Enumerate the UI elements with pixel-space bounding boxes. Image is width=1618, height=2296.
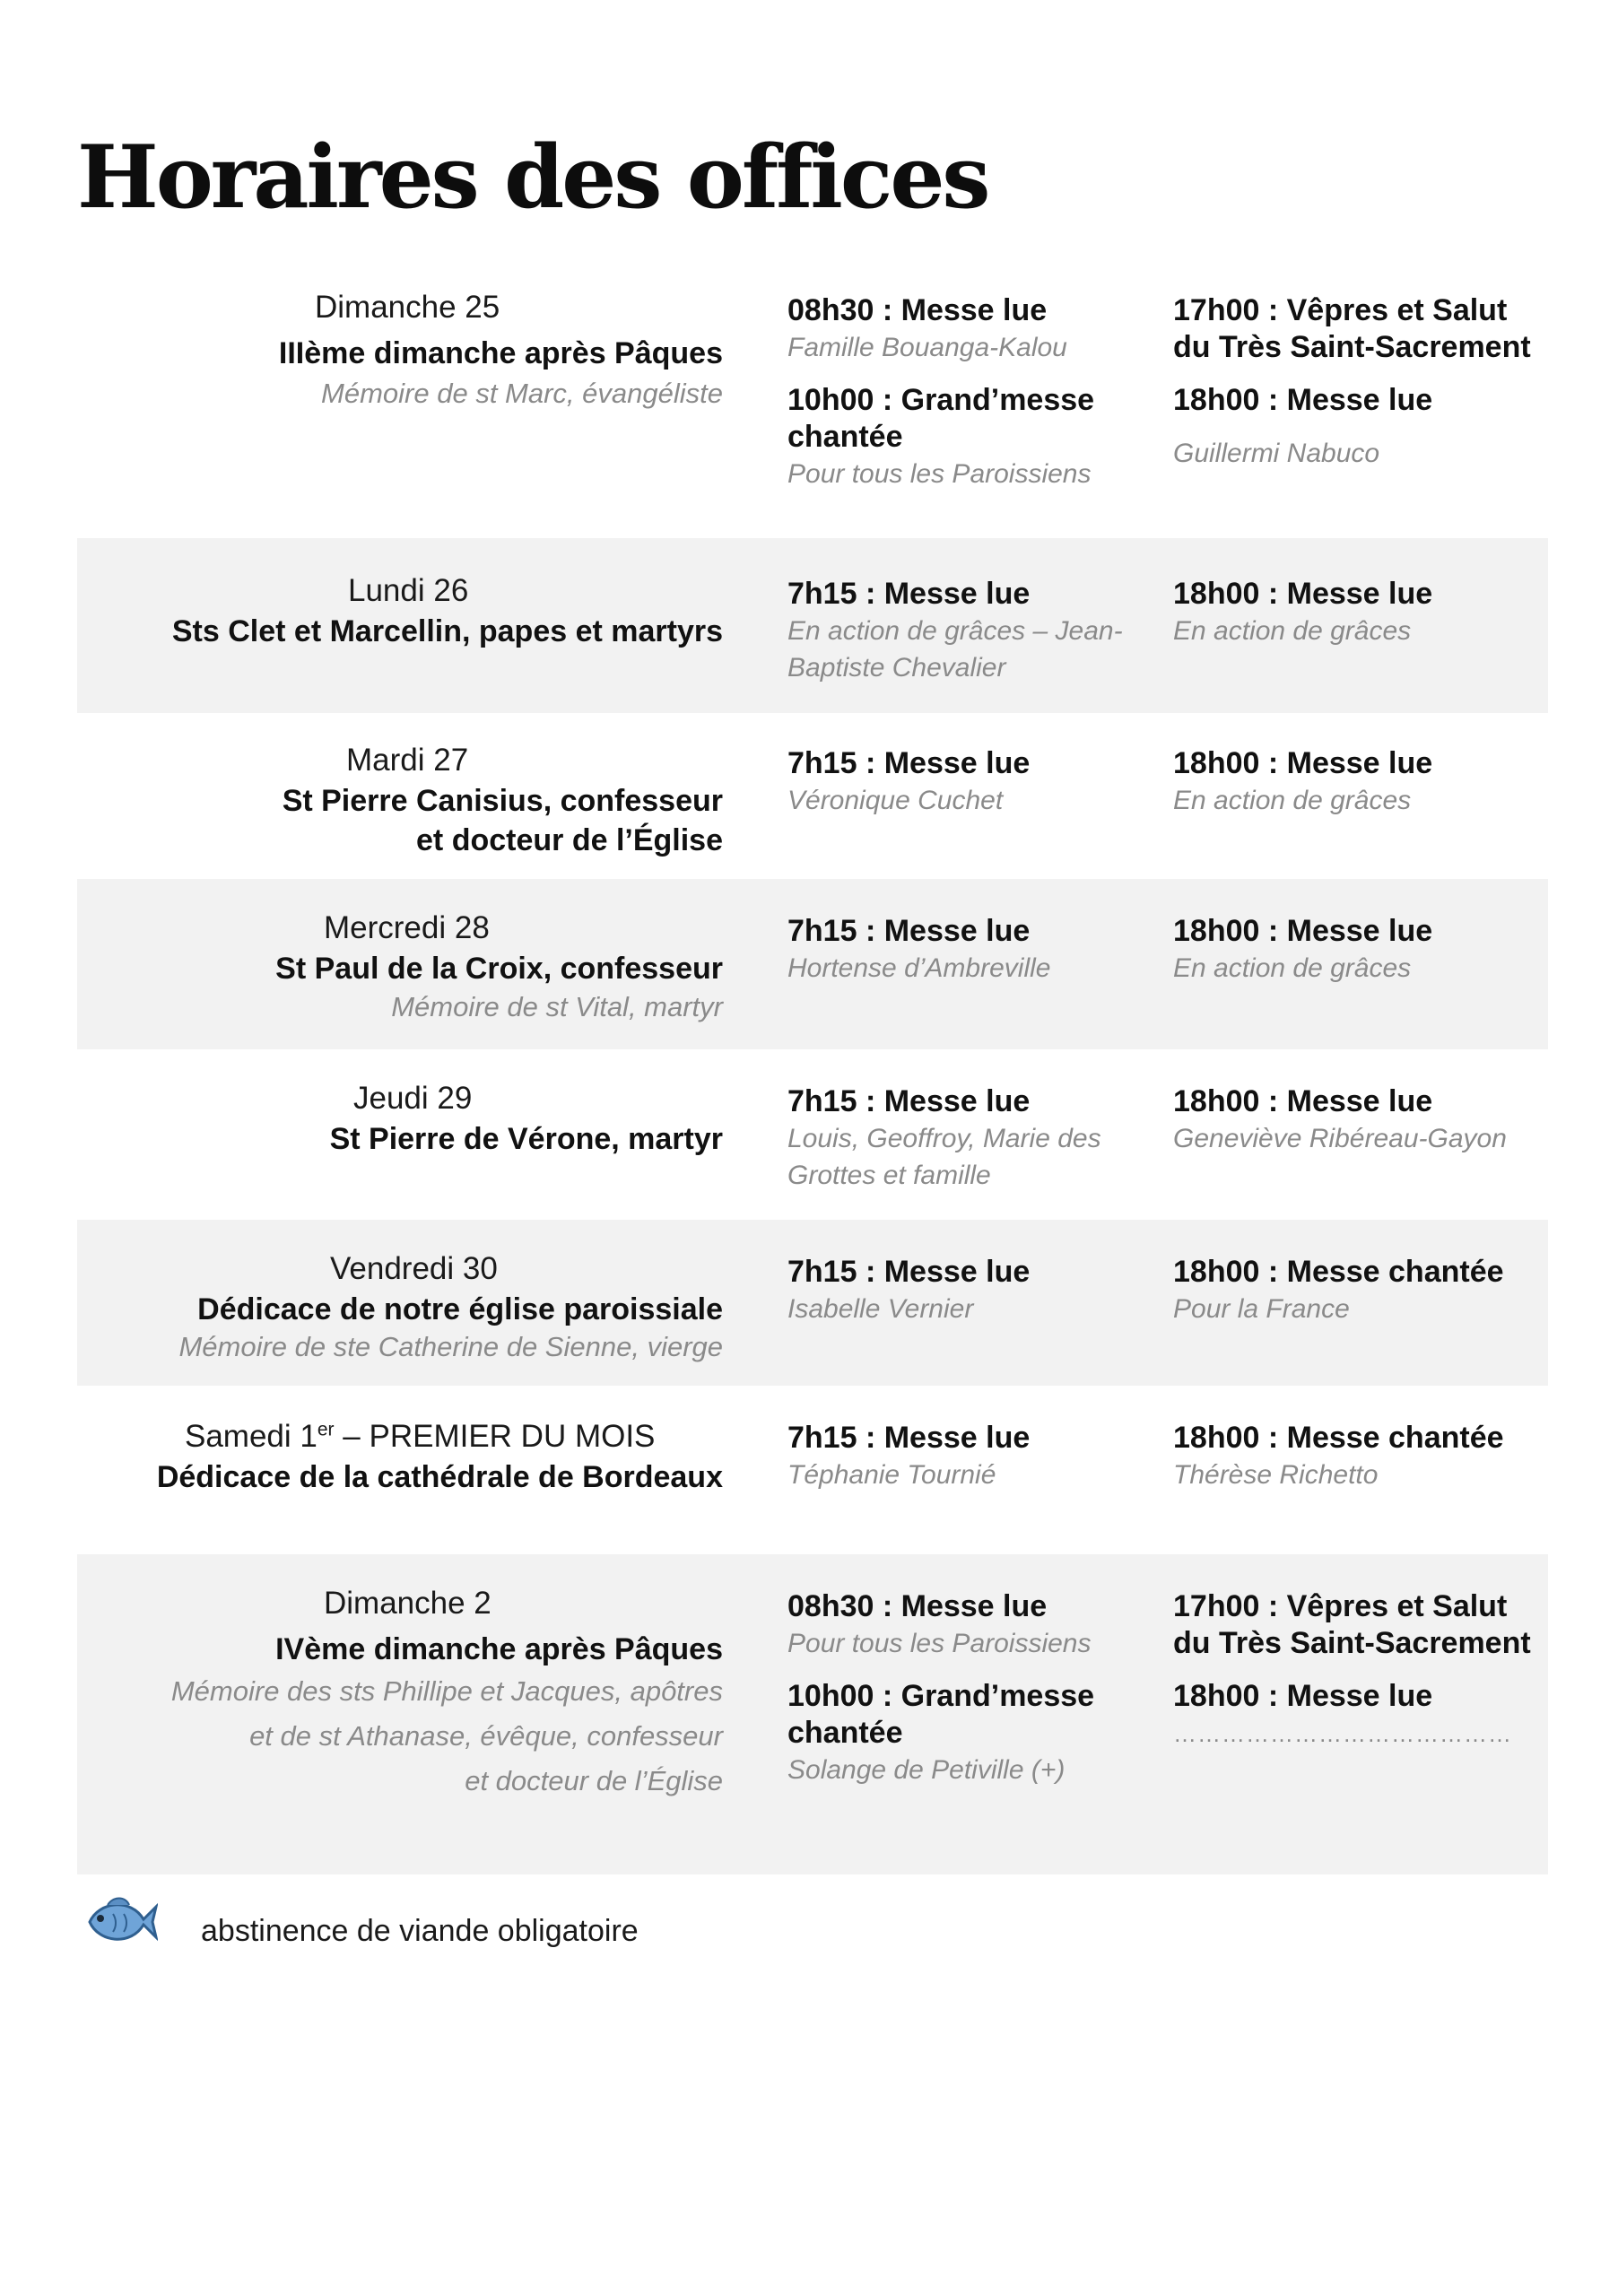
day-name: Mardi 27 [346,743,469,778]
mass-intention: Geneviève Ribéreau-Gayon [1173,1124,1507,1153]
mass-time: 18h00 : Messe chantée [1173,1421,1504,1455]
mass-entry [1173,1588,1548,1662]
mass-entry [1173,382,1548,472]
feast-name: IVème dimanche après Pâques [275,1632,723,1666]
mass-intention: Louis, Geoffroy, Marie des Grottes et famille [787,1124,1101,1190]
legend-text: abstinence de viande obligatoire [201,1914,639,1948]
day-row [77,713,1548,879]
day-name: Jeudi 29 [353,1081,473,1116]
page-title: Horaires des offices [77,126,988,228]
mass-time: 18h00 : Messe lue [1173,1084,1433,1118]
feast-name: St Pierre de Vérone, martyr [329,1122,723,1156]
day-name: Vendredi 30 [330,1251,498,1286]
mass-time: 7h15 : Messe lue [787,914,1031,948]
mass-intention: Hortense d’Ambreville [787,953,1051,983]
mass-intention: Pour la France [1173,1294,1350,1324]
memoire-line: Mémoire des sts Phillipe et Jacques, apôtres [170,1675,723,1707]
mass-intention: Guillermi Nabuco [1173,439,1380,468]
mass-time: 08h30 : Messe lue [787,1589,1048,1623]
day-name: Dimanche 25 [315,290,500,325]
memoire-line: et docteur de l’Église [465,1765,723,1796]
mass-entry [787,1420,1173,1493]
mass-entry [1173,1254,1548,1327]
mass-time: 7h15 : Messe lue [787,1421,1031,1455]
mass-intention: En action de grâces – Jean-Baptiste Chevalier [787,616,1123,683]
mass-entry [787,576,1173,686]
mass-time: 18h00 : Messe lue [1173,914,1433,948]
mass-intention: Famille Bouanga-Kalou [787,333,1067,362]
mass-intention: Téphanie Tournié [787,1460,996,1490]
mass-time: 10h00 : Grand’messe chantée [787,1679,1095,1750]
feast-name: IIIème dimanche après Pâques [278,336,723,370]
mass-entry [787,1083,1146,1194]
mass-time: 7h15 : Messe lue [787,1255,1031,1289]
feast-name: et docteur de l’Église [416,823,723,857]
memoire-line: Mémoire de ste Catherine de Sienne, vierge [178,1331,723,1362]
mass-time: 7h15 : Messe lue [787,746,1031,780]
mass-time: 18h00 : Messe lue [1173,1679,1433,1713]
mass-entry [787,292,1173,366]
feast-name: Dédicace de la cathédrale de Bordeaux [156,1460,723,1494]
mass-entry [787,1588,1173,1662]
memoire-line: et de st Athanase, évêque, confesseur [249,1720,723,1752]
day-row [77,879,1548,1049]
day-row [77,269,1548,538]
schedule-table [77,269,1548,1874]
mass-intention: En action de grâces [1173,786,1412,815]
mass-time: 7h15 : Messe lue [787,1084,1031,1118]
mass-entry [1173,1420,1548,1493]
mass-intention: Solange de Petiville (+) [787,1755,1066,1785]
day-name: Lundi 26 [348,573,469,608]
mass-entry [1173,745,1548,819]
mass-intention: Pour tous les Paroissiens [787,459,1092,489]
memoire-line: Mémoire de st Marc, évangéliste [321,378,723,409]
legend [77,1892,884,1955]
intention-placeholder: …………………………………… [1173,1720,1512,1747]
day-row [77,1220,1548,1386]
mass-intention: Thérèse Richetto [1173,1460,1379,1490]
day-row [77,1554,1548,1874]
mass-intention: Isabelle Vernier [787,1294,974,1324]
mass-intention: Véronique Cuchet [787,786,1004,815]
day-row [77,538,1548,713]
mass-entry [1173,576,1548,649]
mass-time: 7h15 : Messe lue [787,577,1031,611]
fish-icon [77,1892,158,1952]
mass-entry [787,382,1173,492]
mass-entry [1173,292,1548,366]
mass-entry [787,1678,1173,1788]
mass-time: 08h30 : Messe lue [787,293,1048,327]
day-name: Samedi 1er – PREMIER DU MOIS [185,1419,656,1454]
mass-intention: En action de grâces [1173,616,1412,646]
day-row [77,1386,1548,1554]
mass-entry [1173,913,1548,987]
mass-entry [787,1254,1173,1327]
feast-name: St Pierre Canisius, confesseur [282,784,723,818]
mass-entry [787,913,1173,987]
mass-time: 17h00 : Vêpres et Salut du Très Saint-Sacrement [1173,293,1531,364]
mass-time: 18h00 : Messe lue [1173,577,1433,611]
day-name: Dimanche 2 [324,1586,491,1621]
mass-entry [787,745,1173,819]
mass-time: 18h00 : Messe chantée [1173,1255,1504,1289]
mass-time: 18h00 : Messe lue [1173,383,1433,417]
day-name: Mercredi 28 [324,910,490,945]
mass-time: 17h00 : Vêpres et Salut du Très Saint-Sacrement [1173,1589,1531,1660]
mass-entry [1173,1678,1548,1747]
feast-name: Sts Clet et Marcellin, papes et martyrs [171,614,723,648]
memoire-line: Mémoire de st Vital, martyr [391,991,723,1022]
mass-intention: En action de grâces [1173,953,1412,983]
feast-name: St Paul de la Croix, confesseur [275,952,723,986]
day-row [77,1049,1548,1220]
mass-intention: Pour tous les Paroissiens [787,1629,1092,1658]
mass-entry [1173,1083,1548,1157]
mass-time: 10h00 : Grand’messe chantée [787,383,1095,454]
feast-name: Dédicace de notre église paroissiale [197,1292,723,1326]
mass-time: 18h00 : Messe lue [1173,746,1433,780]
